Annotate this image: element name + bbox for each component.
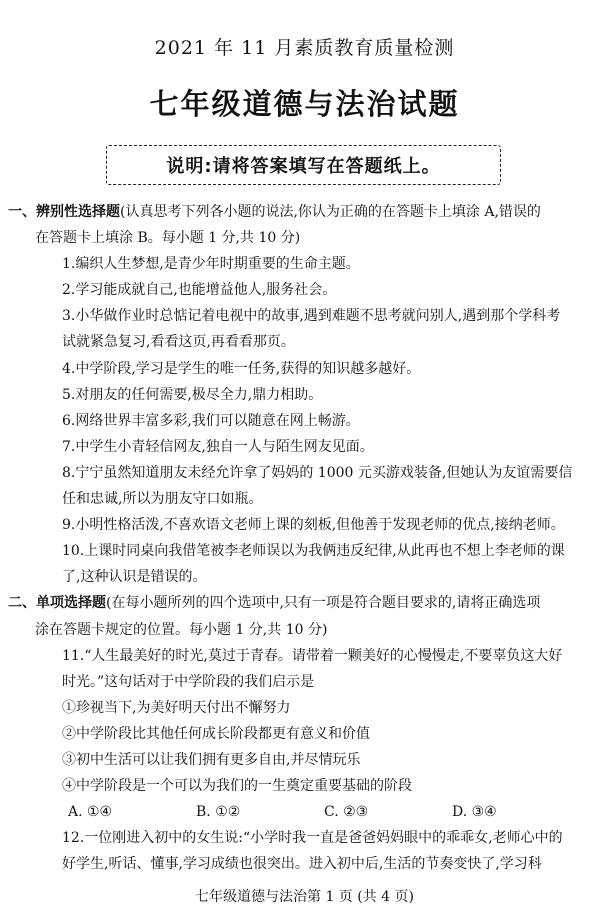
question-11-statement: ②中学阶段比其他任何成长阶段都更有意义和价值 [62, 725, 370, 742]
question-item: 2.学习能成就自己,也能增益他人,服务社会。 [62, 282, 337, 299]
question-item: 6.网络世界丰富多彩,我们可以随意在网上畅游。 [62, 412, 360, 429]
section2-instruction-cont: 涂在答题卡规定的位置。每小题 1 分,共 10 分) [35, 621, 328, 638]
question-11-statement: ③初中生活可以让我们拥有更多自由,并尽情玩乐 [62, 751, 361, 768]
option-c: C. ②③ [324, 804, 369, 821]
question-item: 9.小明性格活泼,不喜欢语文老师上课的刻板,但他善于发现老师的优点,接纳老师。 [62, 517, 565, 534]
question-11-statement: ④中学阶段是一个可以为我们的一生奠定重要基础的阶段 [62, 778, 412, 795]
question-11-options [8, 799, 601, 825]
question-item: 4.中学阶段,学习是学生的唯一任务,获得的知识越多越好。 [62, 360, 421, 377]
section2-instruction: (在每小题所列的四个选项中,只有一项是符合题目要求的,请将正确选项 [106, 595, 541, 612]
section1-instruction: (认真思考下列各小题的说法,你认为正确的在答题卡上填涂 A,错误的 [120, 204, 541, 220]
question-11-stem: 11.“人生最美好的时光,莫过于青春。请带着一颗美好的心慢慢走,不要辜负这大好 [62, 647, 563, 664]
question-item: 10.上课时同桌向我借笔被李老师误以为我俩违反纪律,从此再也不想上李老师的课 [62, 543, 565, 560]
question-item-cont: 试就紧急复习,看看这页,再看看那页。 [62, 334, 295, 351]
question-11-stem-cont: 时光。”这句话对于中学阶段的我们启示是 [62, 673, 315, 690]
notice-text: 说明:请将答案填写在答题纸上。 [166, 156, 441, 177]
question-12-stem-cont: 好学生,听话、懂事,学习成绩也很突出。进入初中后,生活的节奏变快了,学习科 [62, 856, 542, 873]
question-item: 8.宁宁虽然知道朋友未经允许拿了妈妈的 1000 元买游戏装备,但她认为友谊需要信 [62, 464, 573, 481]
question-content [8, 199, 601, 877]
question-12-stem: 12.一位刚进入初中的女生说:“小学时我一直是爸爸妈妈眼中的乖乖女,老师心中的 [62, 830, 563, 847]
section2-heading-line [8, 590, 601, 616]
subject-title: 七年级道德与法治试题 [149, 87, 460, 121]
option-a: A. ①④ [68, 804, 113, 821]
question-item: 3.小华做作业时总惦记着电视中的故事,遇到难题不思考就问别人,遇到那个学科考 [62, 308, 561, 325]
question-item-cont: 任和忠诚,所以为朋友守口如瓶。 [62, 491, 263, 508]
question-11-statement: ①珍视当下,为美好明天付出不懈努力 [62, 699, 291, 716]
question-item-cont: 了,这种认识是错误的。 [62, 569, 207, 586]
page-footer: 七年级道德与法治第 1 页 (共 4 页) [195, 889, 414, 905]
question-item: 7.中学生小青轻信网友,独自一人与陌生网友见面。 [62, 438, 374, 455]
question-item: 1.编织人生梦想,是青少年时期重要的生命主题。 [62, 256, 360, 273]
question-item: 5.对朋友的任何需要,极尽全力,鼎力相助。 [62, 386, 323, 403]
notice-box [106, 145, 501, 185]
section1-heading: 一、辨别性选择题 [8, 204, 120, 220]
section1-heading-line [8, 199, 601, 225]
option-d: D. ③④ [452, 804, 497, 821]
option-b: B. ①② [196, 804, 241, 821]
section1-instruction-cont: 在答题卡上填涂 B。每小题 1 分,共 10 分) [35, 230, 301, 247]
section2-heading: 二、单项选择题 [8, 595, 106, 612]
exam-title: 2021 年 11 月素质教育质量检测 [154, 37, 455, 59]
